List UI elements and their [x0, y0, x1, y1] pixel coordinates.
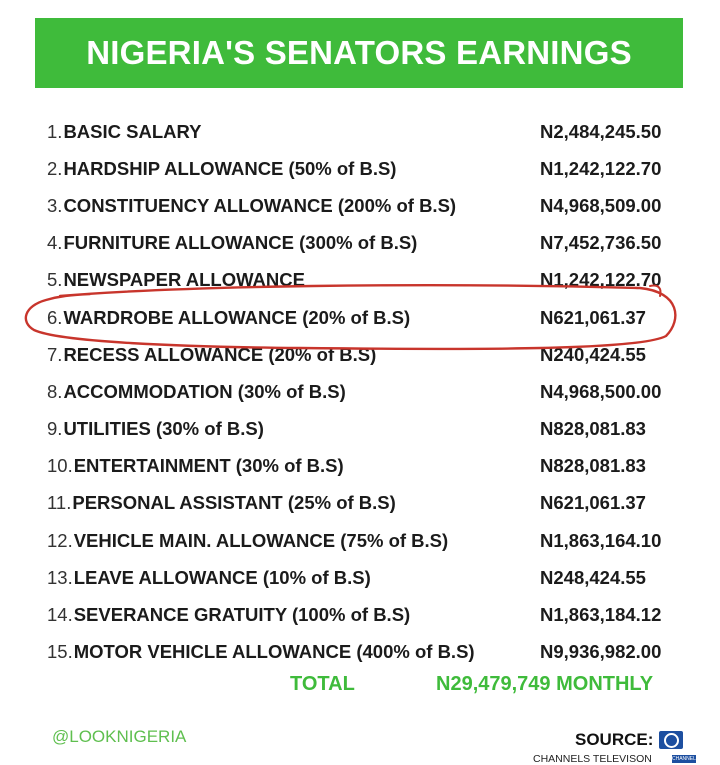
item-label: 7.RECESS ALLOWANCE (20% of B.S) [47, 343, 377, 365]
list-item-highlighted [0, 299, 720, 336]
earnings-list [0, 113, 720, 671]
item-label: 6.WARDROBE ALLOWANCE (20% of B.S) [47, 306, 411, 328]
social-handle: @LOOKNIGERIA [52, 727, 187, 746]
list-item [0, 448, 720, 485]
item-amount: N4,968,509.00 [540, 194, 662, 216]
total-row [0, 673, 720, 703]
list-item [0, 411, 720, 448]
list-item [0, 225, 720, 262]
item-amount: N240,424.55 [540, 343, 646, 365]
item-label: 3.CONSTITUENCY ALLOWANCE (200% of B.S) [47, 194, 457, 216]
list-item [0, 373, 720, 410]
item-label: 15.MOTOR VEHICLE ALLOWANCE (400% of B.S) [47, 641, 475, 663]
item-amount: N2,484,245.50 [540, 120, 662, 142]
item-amount: N828,081.83 [540, 455, 646, 477]
item-label: 2.HARDSHIP ALLOWANCE (50% of B.S) [47, 157, 397, 179]
list-item [0, 522, 720, 559]
item-label: 1.BASIC SALARY [47, 120, 202, 142]
channels-logo-icon [659, 731, 683, 749]
item-label: 9.UTILITIES (30% of B.S) [47, 418, 264, 440]
item-label: 8.ACCOMMODATION (30% of B.S) [47, 380, 346, 402]
channels-chip-logo: CHANNELS [672, 756, 700, 762]
source-name: CHANNELS TELEVISON [533, 753, 652, 765]
item-amount: N4,968,500.00 [540, 380, 662, 402]
list-item [0, 634, 720, 671]
item-label: 10.ENTERTAINMENT (30% of B.S) [47, 455, 344, 477]
total-label: TOTAL [290, 673, 355, 695]
list-item [0, 262, 720, 299]
item-amount: N1,863,164.10 [540, 529, 662, 551]
item-amount: N7,452,736.50 [540, 232, 662, 254]
item-label: 11.PERSONAL ASSISTANT (25% of B.S) [47, 492, 396, 514]
title-banner [35, 18, 683, 88]
item-label: 4.FURNITURE ALLOWANCE (300% of B.S) [47, 232, 418, 254]
item-amount: N828,081.83 [540, 418, 646, 440]
list-item [0, 187, 720, 224]
item-amount: N248,424.55 [540, 566, 646, 588]
item-amount: N621,061.37 [540, 492, 646, 514]
item-amount: N9,936,982.00 [540, 641, 662, 663]
list-item [0, 559, 720, 596]
item-label: 13.LEAVE ALLOWANCE (10% of B.S) [47, 566, 371, 588]
total-value: N29,479,749 MONTHLY [436, 673, 654, 695]
list-item [0, 336, 720, 373]
page-title: NIGERIA'S SENATORS EARNINGS [86, 34, 632, 71]
list-item [0, 485, 720, 522]
item-amount: N621,061.37 [540, 306, 646, 328]
item-label: 12.VEHICLE MAIN. ALLOWANCE (75% of B.S) [47, 529, 449, 551]
list-item [0, 113, 720, 150]
item-amount: N1,242,122.70 [540, 157, 662, 179]
item-label: 5.NEWSPAPER ALLOWANCE [47, 269, 305, 291]
source-label: SOURCE: [575, 730, 654, 749]
item-label: 14.SEVERANCE GRATUITY (100% of B.S) [47, 604, 411, 626]
list-item [0, 150, 720, 187]
item-amount: N1,242,122.70 [540, 269, 662, 291]
item-amount: N1,863,184.12 [540, 604, 662, 626]
list-item [0, 596, 720, 633]
